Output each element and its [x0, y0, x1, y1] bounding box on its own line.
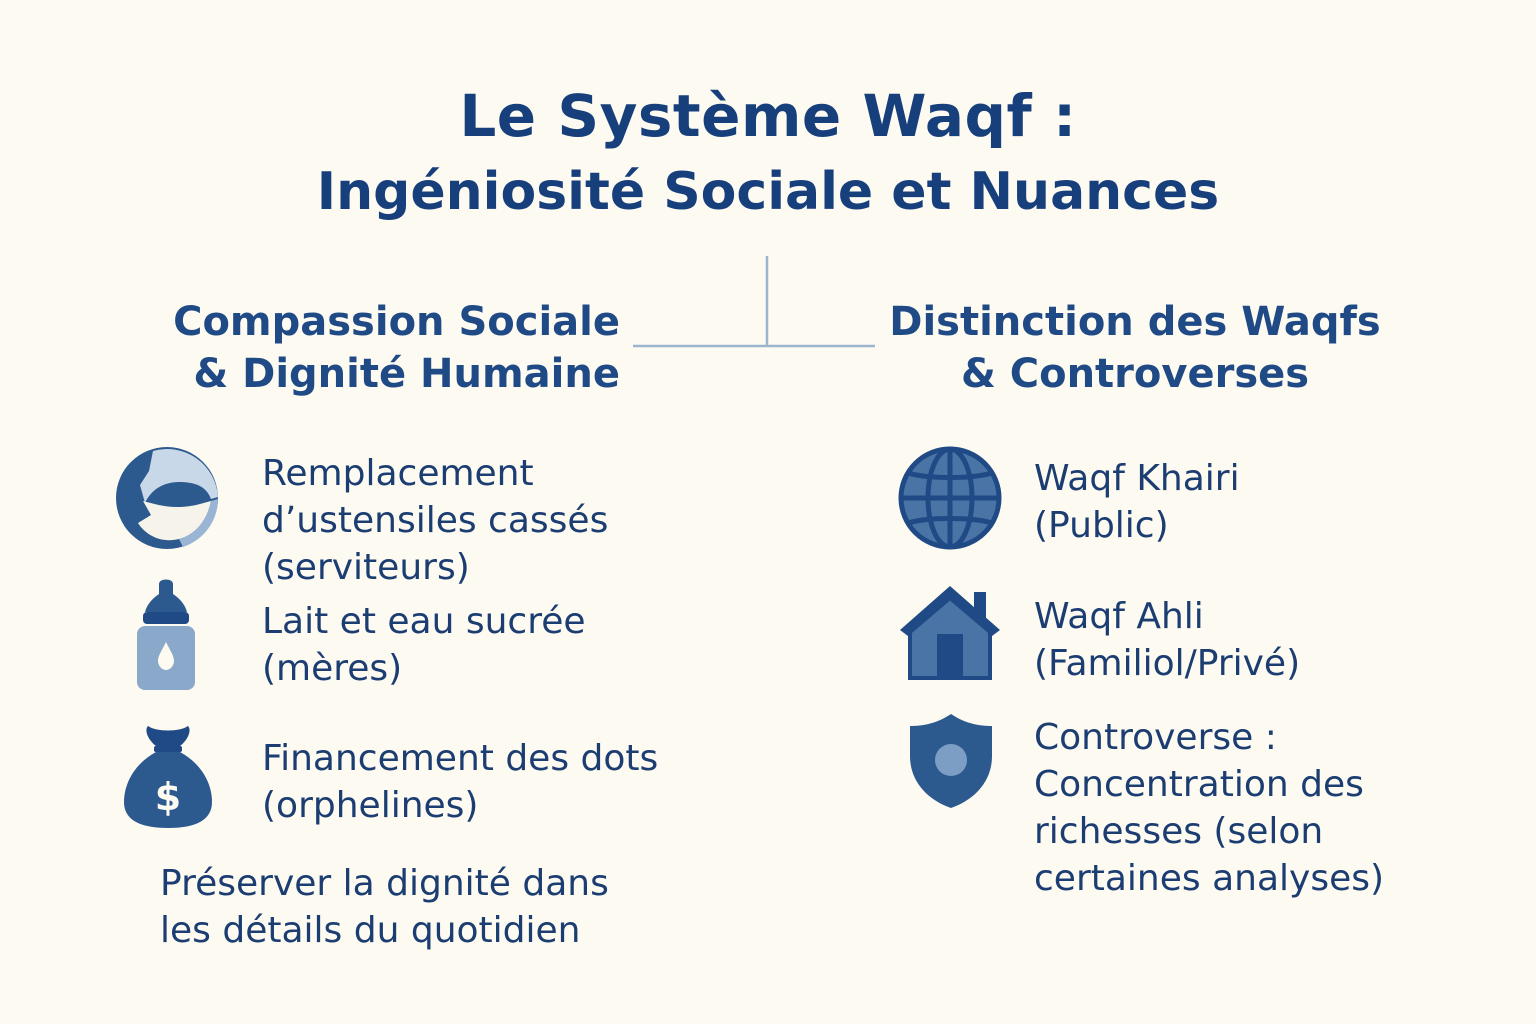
- right-item-1-line-1: Waqf Khairi: [1034, 458, 1240, 499]
- left-item-2: [262, 598, 586, 692]
- left-footer-line-1: Préserver la dignité dans: [160, 863, 609, 904]
- svg-text:$: $: [154, 775, 182, 819]
- title-line-1: Le Système Waqf :: [459, 82, 1077, 150]
- left-footer-line-2: les détails du quotidien: [160, 910, 581, 951]
- right-item-1: [1034, 455, 1240, 549]
- right-item-3-line-4: certaines analyses): [1034, 858, 1385, 899]
- left-item-1-line-2b: (serviteurs): [262, 547, 470, 588]
- right-heading-line-2: & Controverses: [960, 351, 1310, 397]
- left-item-1: [262, 450, 608, 591]
- right-item-1-line-2: (Public): [1034, 505, 1169, 546]
- house-icon: [896, 582, 1004, 682]
- right-heading-line-1: Distinction des Waqfs: [889, 299, 1381, 345]
- left-item-3: [262, 735, 658, 829]
- right-item-3: [1034, 714, 1384, 902]
- left-item-1-line-2a: d’ustensiles cassés: [262, 500, 609, 541]
- right-item-2: [1034, 593, 1300, 687]
- left-item-1-line-1: Remplacement: [262, 453, 534, 494]
- right-item-3-line-3: richesses (selon: [1034, 811, 1324, 852]
- left-item-3-line-1: Financement des dots: [262, 738, 659, 779]
- right-item-3-line-2: Concentration des: [1034, 764, 1364, 805]
- left-item-2-line-1: Lait et eau sucrée: [262, 601, 586, 642]
- right-column-heading: [885, 296, 1385, 400]
- left-footer: [160, 860, 609, 954]
- title-line-2: Ingéniosité Sociale et Nuances: [316, 162, 1220, 222]
- baby-bottle-icon: [133, 578, 199, 692]
- left-heading-line-1: Compassion Sociale: [173, 299, 620, 345]
- left-column-heading: [150, 296, 620, 400]
- page-title: [0, 78, 1536, 230]
- left-item-1-line-2: [262, 497, 608, 591]
- right-item-2-line-1: Waqf Ahli: [1034, 596, 1204, 637]
- shield-icon: [908, 712, 994, 810]
- broken-bowl-icon: [113, 445, 221, 551]
- right-item-3-line-1: Controverse :: [1034, 717, 1277, 758]
- globe-icon: [898, 445, 1002, 551]
- left-item-2-line-2: (mères): [262, 648, 403, 689]
- money-bag-icon: [122, 722, 214, 830]
- left-item-3-line-2: (orphelines): [262, 785, 479, 826]
- left-heading-line-2: & Dignité Humaine: [193, 351, 620, 397]
- right-item-2-line-2: (Familiol/Privé): [1034, 643, 1301, 684]
